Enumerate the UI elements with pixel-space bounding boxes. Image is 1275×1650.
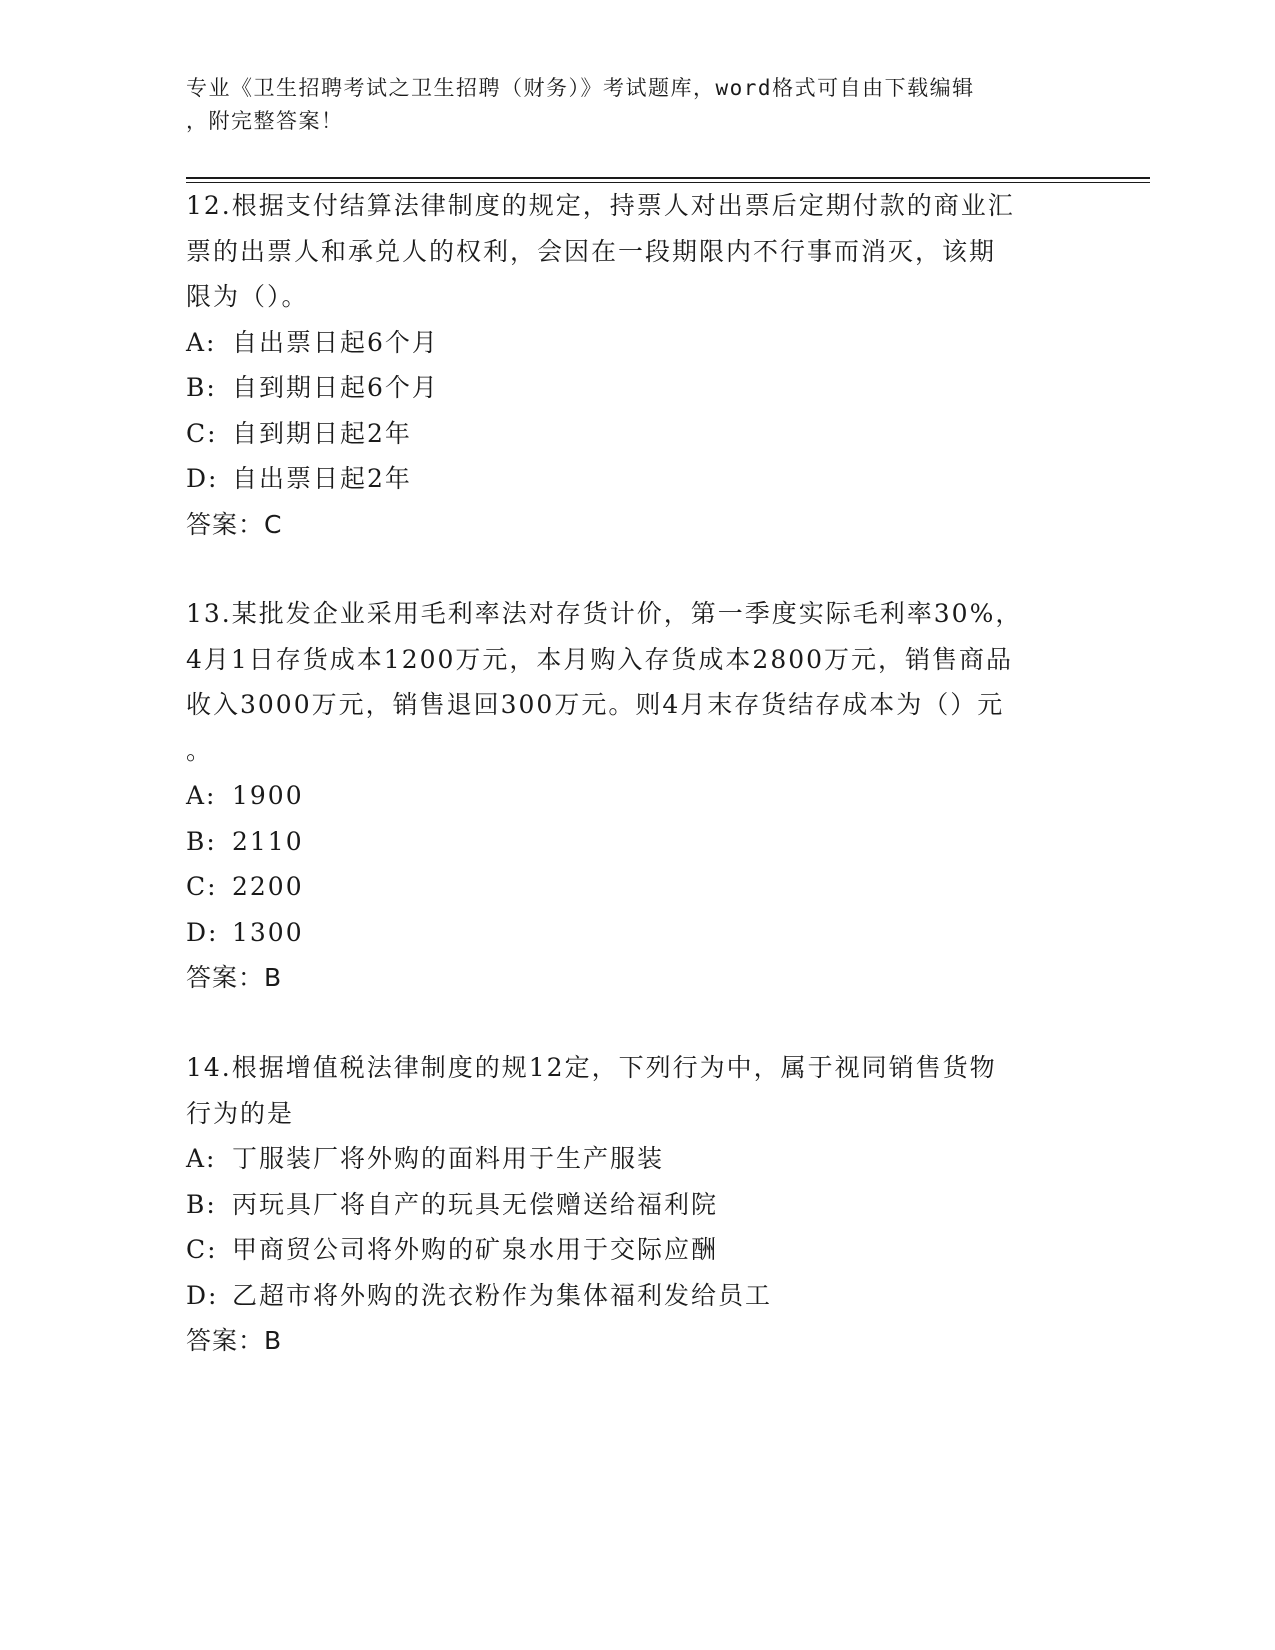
option-text: 丁服装厂将外购的面料用于生产服装 [232, 1144, 665, 1173]
header-line-2: ，附完整答案！ [186, 109, 344, 133]
question-stem-line: 12.根据支付结算法律制度的规定，持票人对出票后定期付款的商业汇 [186, 191, 1015, 220]
question-12 [186, 183, 1076, 547]
option-d [186, 1273, 1076, 1319]
option-b [186, 365, 1076, 411]
question-13 [186, 591, 1076, 1001]
option-key: A: [186, 1144, 217, 1173]
option-text: 2110 [232, 826, 304, 856]
option-key: B: [186, 826, 217, 856]
option-key: C: [186, 872, 218, 901]
question-stem-line: 4月1日存货成本1200万元，本月购入存货成本2800万元，销售商品 [186, 644, 1014, 674]
option-key: C: [186, 1235, 218, 1264]
option-d [186, 456, 1076, 502]
answer-label: 答案：C [186, 509, 283, 539]
question-stem-line: 。 [186, 735, 214, 765]
question-stem-line: 收入3000万元，销售退回300万元。则4月末存货结存成本为（）元 [186, 690, 1005, 719]
option-c [186, 1227, 1076, 1273]
option-text: 丙玩具厂将自产的玩具无偿赠送给福利院 [232, 1189, 719, 1219]
option-c [186, 864, 1076, 910]
question-stem-line: 13.某批发企业采用毛利率法对存货计价，第一季度实际毛利率30%， [186, 599, 1023, 628]
answer-label: 答案：B [186, 963, 283, 992]
header-rule-thick [186, 177, 1150, 179]
question-stem-line: 行为的是 [186, 1098, 295, 1128]
header-line-1: 专业《卫生招聘考试之卫生招聘（财务）》考试题库，word格式可自由下载编辑 [186, 76, 975, 100]
option-b [186, 819, 1076, 865]
question-14 [186, 1045, 1076, 1364]
option-text: 2200 [232, 872, 304, 901]
option-text: 自到期日起6个月 [232, 373, 439, 402]
option-key: D: [186, 917, 219, 947]
option-a [186, 320, 1076, 366]
option-text: 乙超市将外购的洗衣粉作为集体福利发给员工 [232, 1280, 773, 1310]
question-stem-line: 限为（）。 [186, 282, 309, 311]
option-text: 自出票日起6个月 [232, 327, 439, 357]
option-b [186, 1182, 1076, 1228]
option-a [186, 1136, 1076, 1182]
option-c [186, 411, 1076, 457]
option-key: D: [186, 464, 219, 493]
document-header [186, 72, 1066, 138]
option-key: A: [186, 327, 217, 357]
question-stem-line: 票的出票人和承兑人的权利，会因在一段期限内不行事而消灭，该期 [186, 236, 997, 266]
option-key: D: [186, 1280, 219, 1310]
answer-label: 答案：B [186, 1326, 283, 1355]
question-stem-line: 14.根据增值税法律制度的规12定，下列行为中，属于视同销售货物 [186, 1053, 997, 1082]
option-key: C: [186, 418, 218, 448]
option-key: B: [186, 373, 217, 402]
option-text: 1300 [232, 917, 304, 947]
option-d [186, 910, 1076, 956]
option-a [186, 773, 1076, 819]
option-key: A: [186, 781, 217, 810]
option-text: 甲商贸公司将外购的矿泉水用于交际应酬 [232, 1235, 719, 1264]
option-key: B: [186, 1189, 217, 1219]
option-text: 自到期日起2年 [232, 418, 412, 448]
option-text: 1900 [232, 781, 304, 810]
option-text: 自出票日起2年 [232, 464, 412, 493]
